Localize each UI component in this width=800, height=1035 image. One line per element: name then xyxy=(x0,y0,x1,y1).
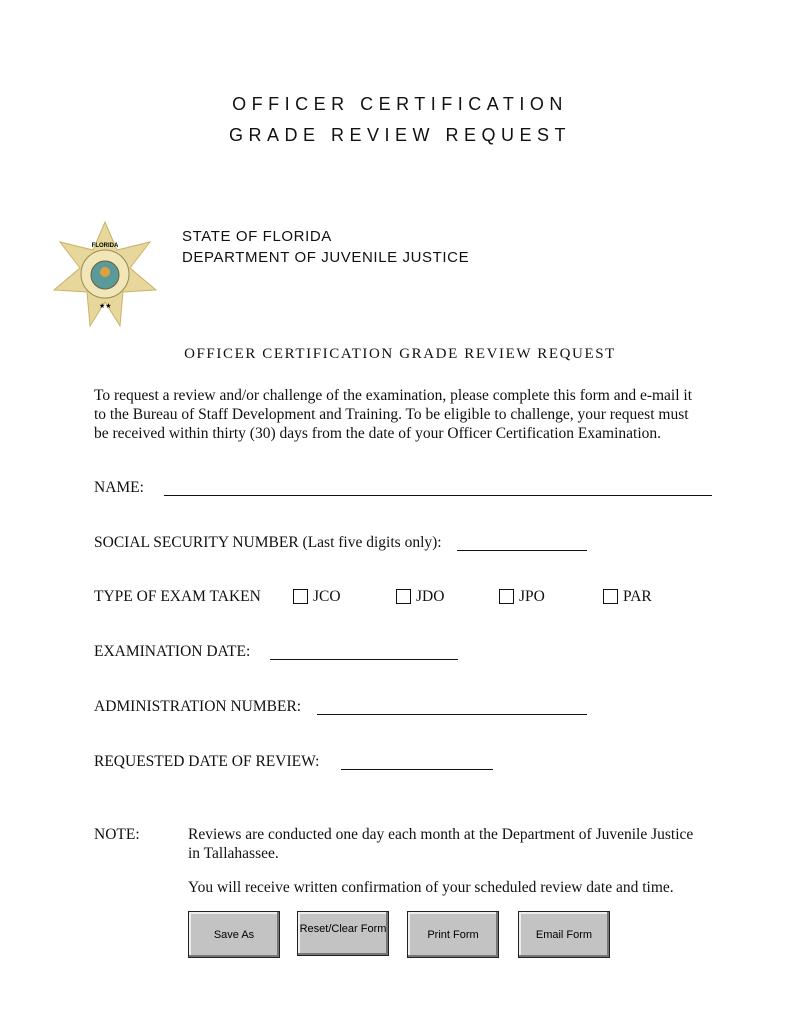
sheriff-star-badge-icon xyxy=(50,220,160,328)
par-checkbox[interactable] xyxy=(603,589,618,604)
exam-date-input[interactable] xyxy=(270,659,458,660)
org-department: DEPARTMENT OF JUVENILE JUSTICE xyxy=(182,249,470,266)
note-line-1: Reviews are conducted one day each month at the Department of Juvenile Justice xyxy=(188,826,694,843)
svg-text:FLORIDA: FLORIDA xyxy=(91,243,119,249)
svg-text:★★: ★★ xyxy=(99,302,112,310)
name-label: NAME: xyxy=(94,479,144,496)
name-input[interactable] xyxy=(164,495,712,496)
jco-checkbox[interactable] xyxy=(293,589,308,604)
save-as-button[interactable]: Save As xyxy=(188,911,280,958)
print-form-button[interactable]: Print Form xyxy=(407,911,499,958)
jdo-checkbox[interactable] xyxy=(396,589,411,604)
ssn-label: SOCIAL SECURITY NUMBER (Last five digits only): xyxy=(94,534,442,551)
exam-date-label: EXAMINATION DATE: xyxy=(94,643,251,660)
note-label: NOTE: xyxy=(94,826,140,843)
note-line-2: in Tallahassee. xyxy=(188,845,279,862)
ssn-input[interactable] xyxy=(457,550,587,551)
intro-line-1: To request a review and/or challenge of the examination, please complete this form and e-mail it xyxy=(94,387,693,404)
jco-label: JCO xyxy=(313,588,341,605)
jpo-label: JPO xyxy=(519,588,545,605)
form-subtitle: OFFICER CERTIFICATION GRADE REVIEW REQUEST xyxy=(184,346,616,362)
email-form-button[interactable]: Email Form xyxy=(518,911,610,958)
par-label: PAR xyxy=(623,588,652,605)
admin-number-input[interactable] xyxy=(317,714,587,715)
review-date-label: REQUESTED DATE OF REVIEW: xyxy=(94,753,320,770)
intro-line-2: to the Bureau of Staff Development and Training. To be eligible to challenge, your request must xyxy=(94,406,689,423)
page-title-line1: OFFICER CERTIFICATION xyxy=(232,94,568,114)
jdo-label: JDO xyxy=(416,588,445,605)
review-date-input[interactable] xyxy=(341,769,493,770)
reset-clear-form-button[interactable]: Reset/Clear Form xyxy=(297,911,389,956)
confirmation-text: You will receive written confirmation of your scheduled review date and time. xyxy=(188,879,674,896)
org-state: STATE OF FLORIDA xyxy=(182,228,332,245)
jpo-checkbox[interactable] xyxy=(499,589,514,604)
page-title-line2: GRADE REVIEW REQUEST xyxy=(228,125,572,145)
admin-number-label: ADMINISTRATION NUMBER: xyxy=(94,698,302,715)
intro-line-3: be received within thirty (30) days from the date of your Officer Certification Examination. xyxy=(94,425,661,442)
exam-type-label: TYPE OF EXAM TAKEN xyxy=(94,588,261,605)
